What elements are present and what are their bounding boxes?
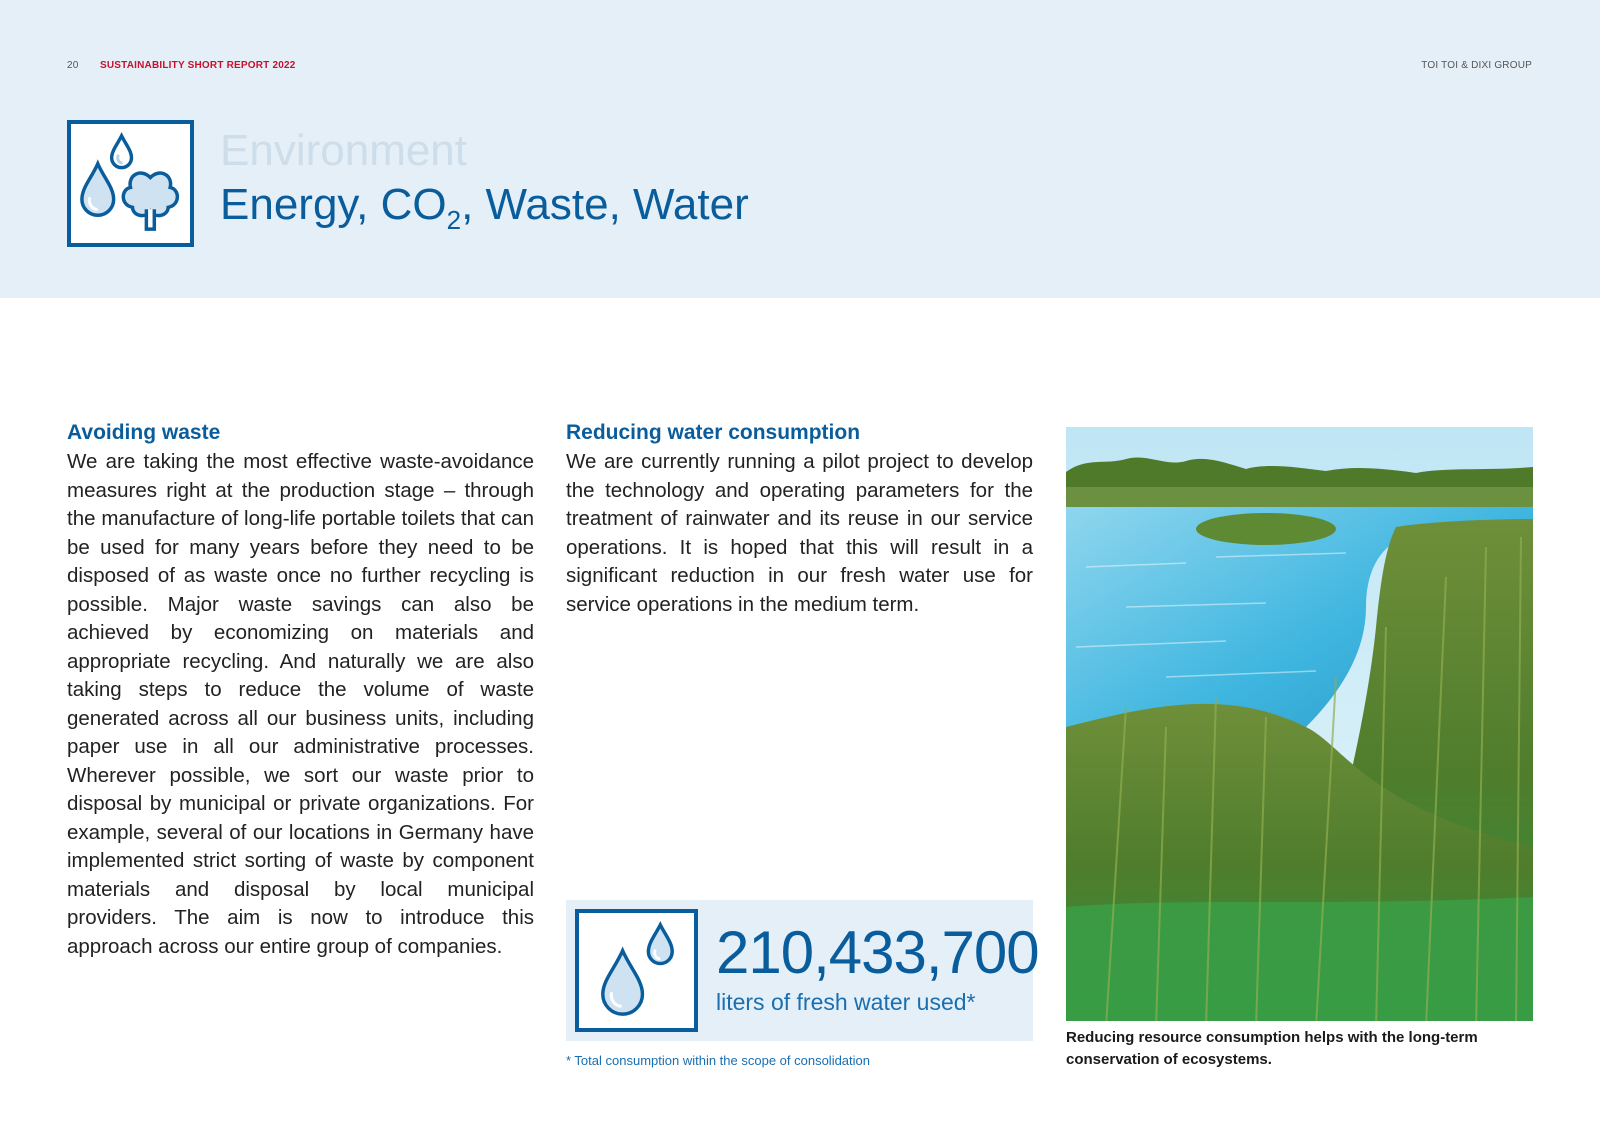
footnote: * Total consumption within the scope of consolidation [566,1053,871,1068]
section-heading: Reducing water consumption [566,421,861,444]
report-title: SUSTAINABILITY SHORT REPORT 2022 [100,60,296,71]
wetland-photo [1066,427,1533,1021]
section-body: We are currently running a pilot project to develop the technology and operating parameters for the treatment of rainwater and its reuse in our service operations. It is hoped that this will result in a significant reduction in our fresh water use for service operations in the medium term. [566,450,1033,616]
section-heading: Avoiding waste [67,421,221,444]
water-drops-icon [575,909,698,1032]
section-body: We are taking the most effective waste-avoidance measures right at the production stage – through the manufacture of long-life portable toilets that can be used for many years before they need to be disposed of as waste once no further recycling is possible. Major waste savings can also be achieved by economizing on materials and appropriate recycling. And naturally we are also taking steps to reduce the volume of waste generated across all our business units, including paper use in all our administrative processes. Wherever possible, we sort our waste prior to disposal by municipal or private organizations. For example, several of our locations in Germany have implemented strict sorting of waste by component materials and disposal by local municipal providers. The aim is now to introduce this approach across our entire group of companies. [67,450,534,958]
page-number: 20 [67,60,79,71]
stat-number: 210,433,700 [716,919,1039,986]
title-part-1: Energy, CO [220,180,447,229]
water-stat-box [566,900,1039,1041]
column-avoiding-waste [67,420,534,961]
title-part-2: , Waste, Water [461,180,749,229]
photo-caption: Reducing resource consumption helps with the long-term conservation of ecosystems. [1066,1029,1478,1068]
stat-label: liters of fresh water used* [716,989,976,1015]
title-subscript: 2 [446,205,462,235]
column-reducing-water [566,420,1033,619]
page-title [220,178,749,235]
group-name: TOI TOI & DIXI GROUP [1421,60,1532,71]
section-kicker: Environment [220,126,468,175]
water-drops-tree-icon [67,120,194,247]
